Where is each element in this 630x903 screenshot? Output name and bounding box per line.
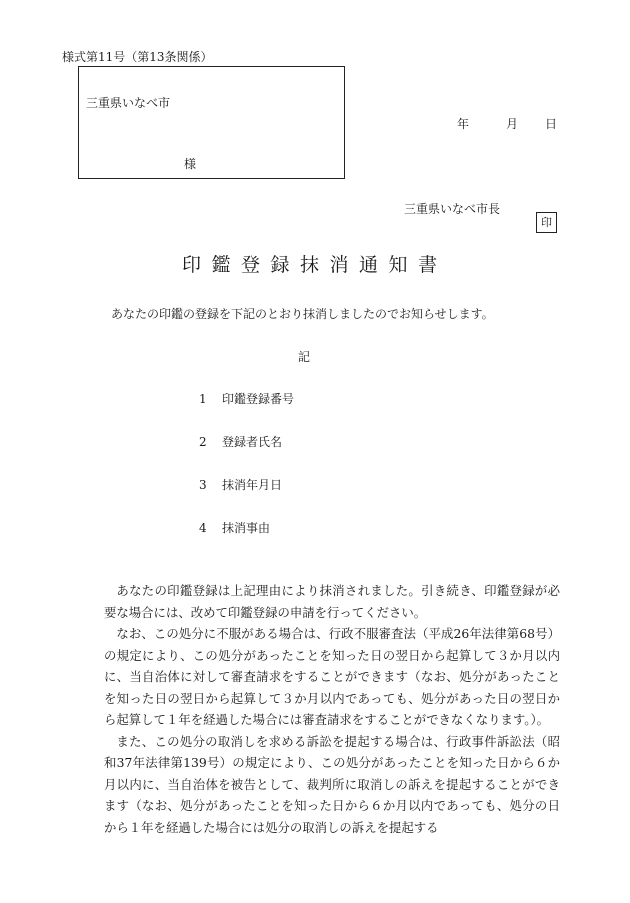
item-number: 1 <box>199 392 207 406</box>
seal-mark: 印 <box>536 212 557 233</box>
address-box <box>78 66 345 179</box>
address-city: 三重県いなべ市 <box>86 96 171 110</box>
issuer-name: 三重県いなべ市長 <box>404 202 501 216</box>
paragraph-notice: あなたの印鑑登録は上記理由により抹消されました。引き続き、印鑑登録が必要な場合には、改めて印鑑登録の申請を行ってください。 <box>104 583 560 620</box>
address-honorific: 様 <box>184 157 197 171</box>
item-registration-number <box>199 390 294 407</box>
item-label: 抹消年月日 <box>222 478 283 492</box>
document-title: 印鑑登録抹消通知書 <box>182 254 448 276</box>
item-number: 4 <box>199 521 207 535</box>
item-label: 抹消事由 <box>222 521 271 535</box>
date-month-label: 月 <box>505 117 518 131</box>
paragraph-appeal: なお、この処分に不服がある場合は、行政不服審査法（平成26年法律第68号）の規定により、この処分があったことを知った日の翌日から起算して３か月以内に、当自治体に対して審査請求をすることができます（なお、処分があったことを知った日の翌日から起算して３か月以内であっても、処分があった日の翌日から起算して１年を経過した場合には審査請求をすることができなくなります。）。 <box>104 626 560 727</box>
date-year-label: 年 <box>457 117 470 131</box>
item-label: 印鑑登録番号 <box>222 392 295 406</box>
item-label: 登録者氏名 <box>222 435 283 449</box>
intro-sentence: あなたの印鑑の登録を下記のとおり抹消しましたのでお知らせします。 <box>111 307 494 321</box>
item-cancellation-date <box>199 476 282 493</box>
item-cancellation-reason <box>199 519 270 536</box>
paragraph-lawsuit: また、この処分の取消しを求める訴訟を提起する場合は、行政事件訴訟法（昭和37年法律第139号）の規定により、この処分があったことを知った日から６か月以内に、当自治体を被告として、裁判所に取消しの訴えを提起することができます（なお、処分があったことを知った日から６か月以内であっても、処分の日から１年を経過した場合には処分の取消しの訴えを提起する <box>104 733 560 835</box>
item-number: 2 <box>199 435 207 449</box>
body-text <box>104 580 560 838</box>
item-number: 3 <box>199 478 207 492</box>
form-number: 様式第11号（第13条関係） <box>62 50 213 64</box>
date-line <box>457 115 557 132</box>
item-registrant-name <box>199 433 282 450</box>
date-day-label: 日 <box>544 117 557 131</box>
ki-marker: 記 <box>298 350 311 364</box>
